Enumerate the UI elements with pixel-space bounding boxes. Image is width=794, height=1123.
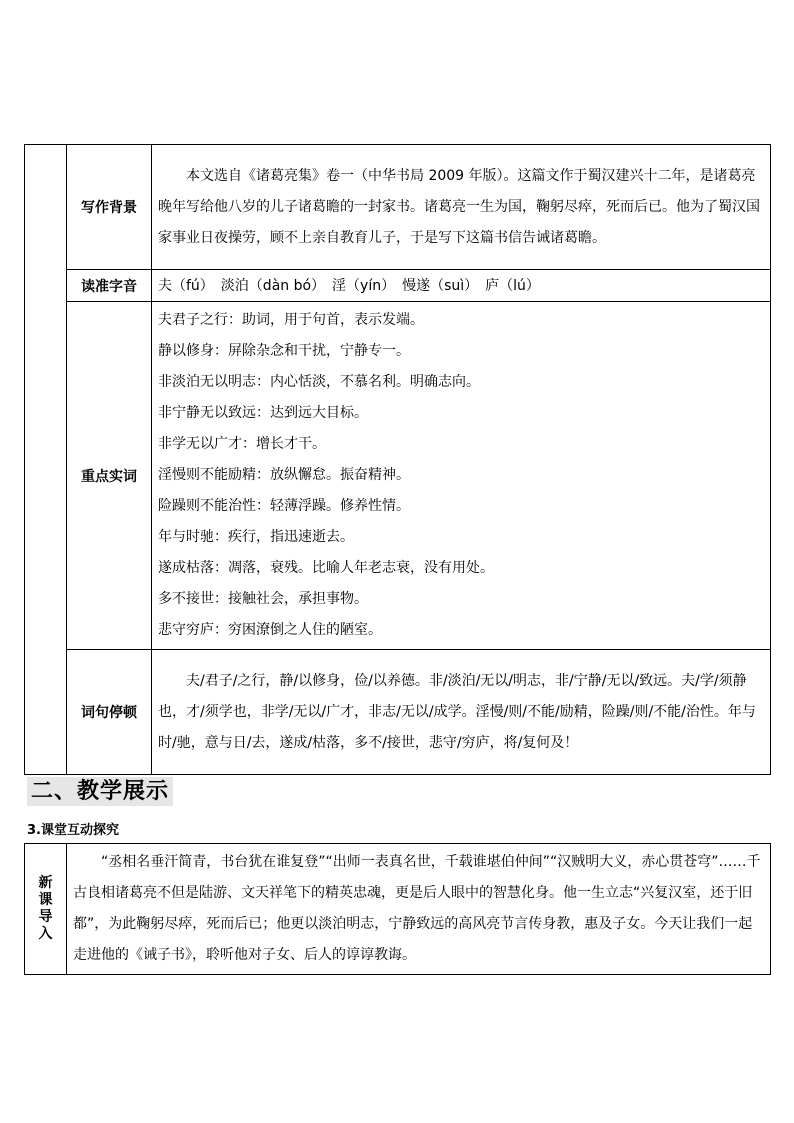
table-row bbox=[25, 302, 771, 650]
list-item: 夫君子之行：助词，用于句首，表示发端。 bbox=[158, 312, 424, 328]
intro-table bbox=[24, 843, 771, 975]
list-item: 年与时驰：疾行，指迅速逝去。 bbox=[158, 529, 354, 545]
list-item: 淫慢则不能励精：放纵懈怠。振奋精神。 bbox=[158, 467, 410, 483]
label-char: 新 bbox=[38, 875, 53, 891]
intro-content: “丞相名垂汗简青，书台犹在谁复登”“出师一表真名世，千载谁堪伯仲间”“汉贼明大义，赤心贯苍穹”……千古良相诸葛亮不但是陆游、文天祥笔下的精英忠魂，更是后人眼中的智慧化身。他一生立志“兴复汉室，还于旧都”，为此鞠躬尽瘁，死而后已；他更以淡泊明志，宁静致远的高风亮节言传身教，惠及子女。今天让我们一起走进他的《诫子书》，聆听他对子女、后人的谆谆教诲。 bbox=[67, 844, 771, 975]
row-content: 夫/君子/之行，静/以修身，俭/以养德。非/淡泊/无以/明志，非/宁静/无以/致远。夫/学/须静也，才/须学也，非学/无以/广才，非志/无以/成学。淫慢/则/不能/励精，险躁/则/不能/治性。年与时/驰，意与日/去，遂成/枯落，多不/接世，悲守/穷庐，将/复何及！ bbox=[152, 650, 771, 775]
list-item: 非淡泊无以明志：内心恬淡，不慕名利。明确志向。 bbox=[158, 374, 480, 390]
section-heading: 二、教学展示 bbox=[27, 777, 173, 806]
section-subtitle: 3.课堂互动探究 bbox=[27, 823, 119, 838]
list-item: 静以修身：屏除杂念和干扰，宁静专一。 bbox=[158, 343, 410, 359]
label-char: 课 bbox=[38, 892, 53, 908]
row-content: 夫（fú） 淡泊（dàn bó） 淫（yín） 慢遂（suì） 庐（lú） bbox=[152, 270, 771, 302]
row-content: 本文选自《诸葛亮集》卷一（中华书局 2009 年版）。这篇文作于蜀汉建兴十二年，是诸葛亮晚年写给他八岁的儿子诸葛瞻的一封家书。诸葛亮一生为国，鞠躬尽瘁，死而后已。他为了蜀汉国家事业日夜操劳，顾不上亲自教育儿子，于是写下这篇书信告诫诸葛瞻。 bbox=[152, 145, 771, 270]
list-item: 非学无以广才：增长才干。 bbox=[158, 436, 326, 452]
blank-merged-cell bbox=[25, 145, 67, 775]
list-item: 险躁则不能治性：轻薄浮躁。修养性情。 bbox=[158, 498, 410, 514]
table-row bbox=[25, 650, 771, 775]
info-table bbox=[24, 144, 771, 775]
label-char: 入 bbox=[38, 926, 53, 942]
list-item: 遂成枯落：凋落，衰残。比喻人年老志衰，没有用处。 bbox=[158, 560, 494, 576]
row-label: 词句停顿 bbox=[67, 650, 152, 775]
label-char: 导 bbox=[38, 909, 53, 925]
list-item: 悲守穷庐：穷困潦倒之人住的陋室。 bbox=[158, 622, 382, 638]
row-label: 写作背景 bbox=[67, 145, 152, 270]
vertical-label bbox=[25, 844, 67, 975]
row-label: 重点实词 bbox=[67, 302, 152, 650]
table-row bbox=[25, 270, 771, 302]
row-content bbox=[152, 302, 771, 650]
list-item: 非宁静无以致远：达到远大目标。 bbox=[158, 405, 368, 421]
list-item: 多不接世：接触社会，承担事物。 bbox=[158, 591, 368, 607]
table-row bbox=[25, 145, 771, 270]
row-label: 读准字音 bbox=[67, 270, 152, 302]
table-row bbox=[25, 844, 771, 975]
